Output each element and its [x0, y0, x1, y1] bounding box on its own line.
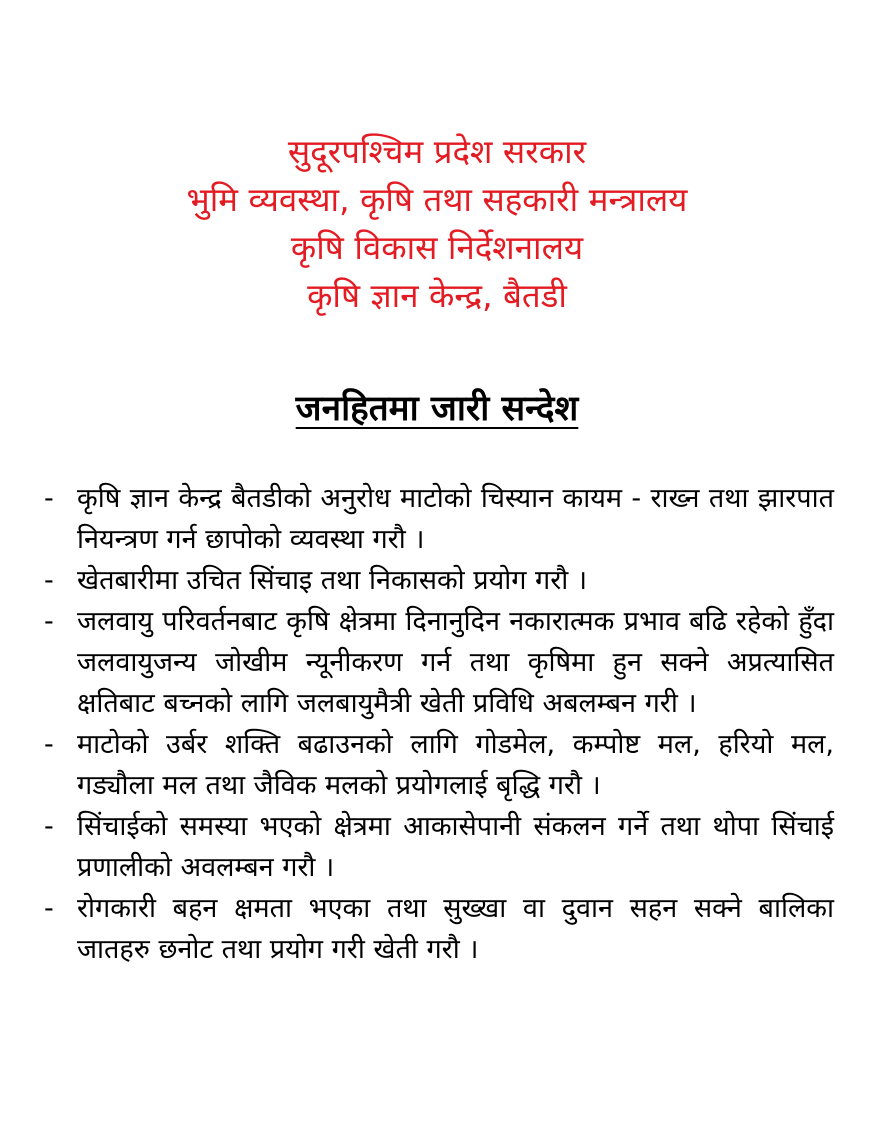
header-ministry: भुमि व्यवस्था, कृषि तथा सहकारी मन्त्रालय	[186, 180, 688, 219]
list-item-text: खेतबारीमा उचित सिंचाइ तथा निकासको प्रयोग गरौ ।	[77, 565, 588, 596]
bullet-dash: -	[44, 811, 54, 842]
list-item	[44, 888, 834, 970]
bullet-dash: -	[44, 606, 54, 637]
notice-title-text: जनहितमा जारी सन्देश	[295, 389, 579, 429]
list-item	[44, 560, 834, 601]
list-item-text: जलवायु परिवर्तनबाट कृषि क्षेत्रमा दिनानुदिन नकारात्मक प्रभाव बढि रहेको हुँदा जलवायुजन्य जोखीम न्यूनीकरण गर्न तथा कृषिमा हुन सक्ने अप्रत्यासित क्षतिबाट बच्नको लागि जलबायुमैत्री खेती प्रविधि अबलम्बन गरी ।	[77, 606, 834, 719]
header-directorate: कृषि विकास निर्देशनालय	[290, 228, 584, 267]
office-header	[0, 128, 874, 320]
header-province-government: सुदूरपश्चिम प्रदेश सरकार	[287, 132, 587, 171]
bullet-dash: -	[44, 893, 54, 924]
list-item	[44, 601, 834, 724]
bullet-dash: -	[44, 565, 54, 596]
list-item-text: कृषि ज्ञान केन्द्र बैतडीको अनुरोध माटोको चिस्यान कायम - राख्न तथा झारपात नियन्त्रण गर्न छापोको व्यवस्था गरौ ।	[77, 483, 834, 555]
bullet-dash: -	[44, 483, 54, 514]
header-knowledge-centre: कृषि ज्ञान केन्द्र, बैतडी	[307, 276, 567, 315]
notice-title	[0, 384, 874, 434]
list-item-text: माटोको उर्बर शक्ति बढाउनको लागि गोडमेल, कम्पोष्ट मल, हरियो मल, गड्यौला मल तथा जैविक मलको प्रयोगलाई बृद्धि गरौ ।	[77, 729, 834, 801]
list-item	[44, 724, 834, 806]
list-item-text: रोगकारी बहन क्षमता भएका तथा सुख्खा वा दुवान सहन सक्ने बालिका जातहरु छनोट तथा प्रयोग गरी खेती गरौ ।	[77, 893, 834, 965]
list-item	[44, 806, 834, 888]
list-item-text: सिंचाईको समस्या भएको क्षेत्रमा आकासेपानी संकलन गर्ने तथा थोपा सिंचाई प्रणालीको अवलम्बन गरौ ।	[77, 811, 834, 883]
list-item	[44, 478, 834, 560]
message-list	[44, 478, 834, 970]
bullet-dash: -	[44, 729, 54, 760]
